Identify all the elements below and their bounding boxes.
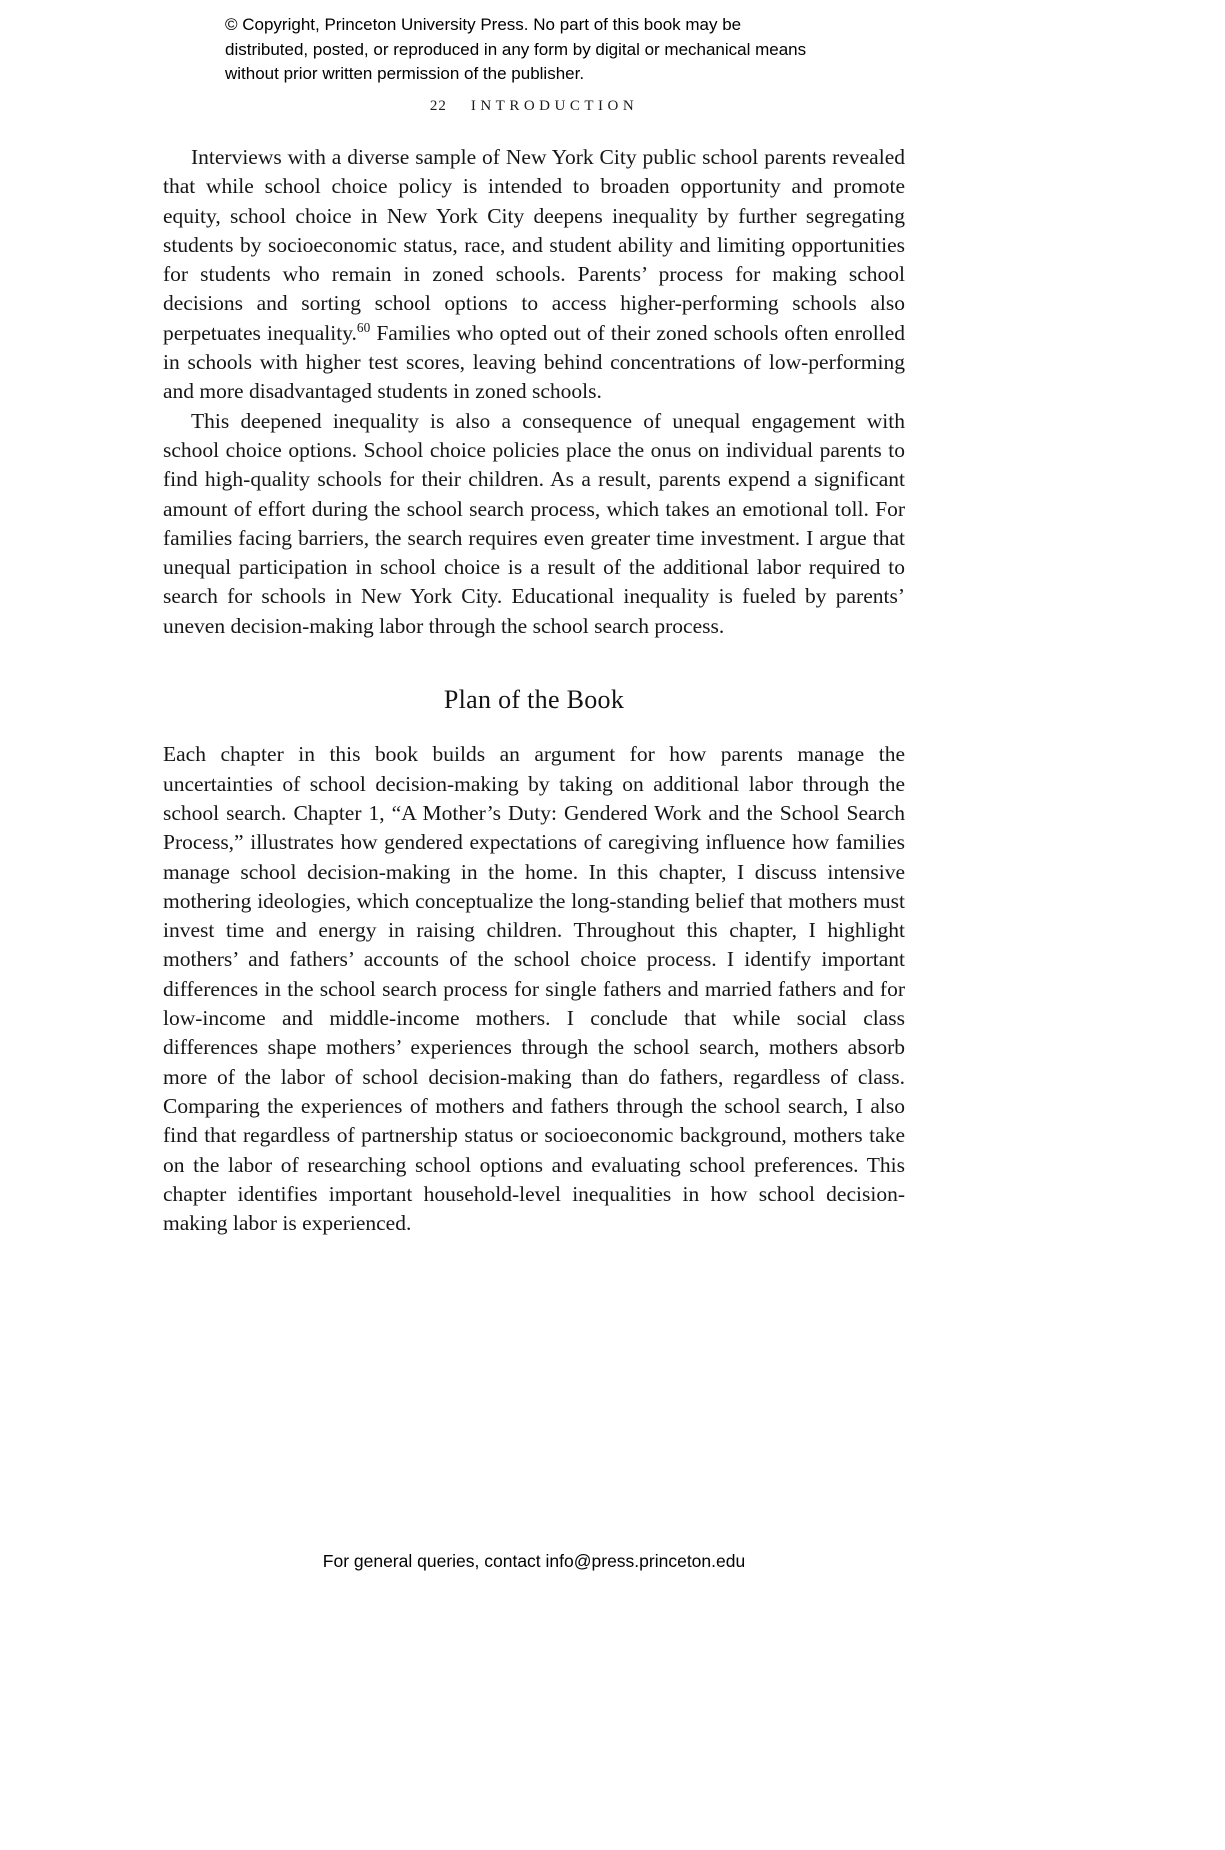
paragraph-2: This deepened inequality is also a consequence of unequal engagement with school choice options. School choice policies place the onus on individual parents to find high-quality schools for their children. As a result, parents expend a significant amount of effort during the school search process, which takes an emotional toll. For families facing barriers, the search requires even greater time investment. I argue that unequal participation in school choice is a result of the additional labor required to search for schools in New York City. Educational inequality is fueled by parents’ uneven decision-making labor through the school search process. (163, 408, 905, 638)
page-header (163, 98, 905, 115)
footnote-ref-60: 60 (356, 319, 371, 335)
footer-contact-note: For general queries, contact info@press.princeton.edu (322, 1551, 746, 1571)
page-number: 22 (429, 98, 447, 114)
paragraph-1-text: Interviews with a diverse sample of New York City public school parents revealed that while school choice policy is intended to broaden opportunity and promote equity, school choice in New York City deepens inequality by further segregating students by socioeconomic status, race, and student ability and limiting opportunities for students who remain in zoned schools. Parents’ process for making school decisions and sorting school options to access higher-performing schools also perpetuates inequality. (163, 145, 905, 345)
body-text (163, 143, 905, 1238)
paragraph-3: Each chapter in this book builds an argument for how parents manage the uncertainties of school decision-making by taking on additional labor through the school search. Chapter 1, “A Mother’s Duty: Gendered Work and the School Search Process,” illustrates how gendered expectations of caregiving influence how families manage school decision-making in the home. In this chapter, I discuss intensive mothering ideologies, which conceptualize the long-standing belief that mothers must invest time and energy in raising children. Throughout this chapter, I highlight mothers’ and fathers’ accounts of the school choice process. I identify important differences in the school search process for single fathers and married fathers and for low-income and middle-income mothers. I conclude that while social class differences shape mothers’ experiences through the school search, mothers absorb more of the labor of school decision-making than do fathers, regardless of class. Comparing the experiences of mothers and fathers through the school search, I also find that regardless of partnership status or socioeconomic background, mothers take on the labor of researching school options and evaluating school preferences. This chapter identifies important household-level inequalities in how school decision-making labor is experienced. (163, 742, 905, 1236)
paragraph-1-continuation: Families who opted out of their zoned schools often enrolled in schools with higher test scores, leaving behind concentrations of low-performing and more disadvantaged students in zoned schools. (163, 320, 905, 404)
section-heading: Plan of the Book (443, 685, 625, 715)
running-head: INTRODUCTION (470, 98, 639, 114)
copyright-notice: © Copyright, Princeton University Press. No part of this book may be distributed, posted, or reproduced in any form by digital or mechanical means without prior written permission of the publisher. (225, 15, 807, 83)
paragraph-1 (163, 143, 905, 407)
